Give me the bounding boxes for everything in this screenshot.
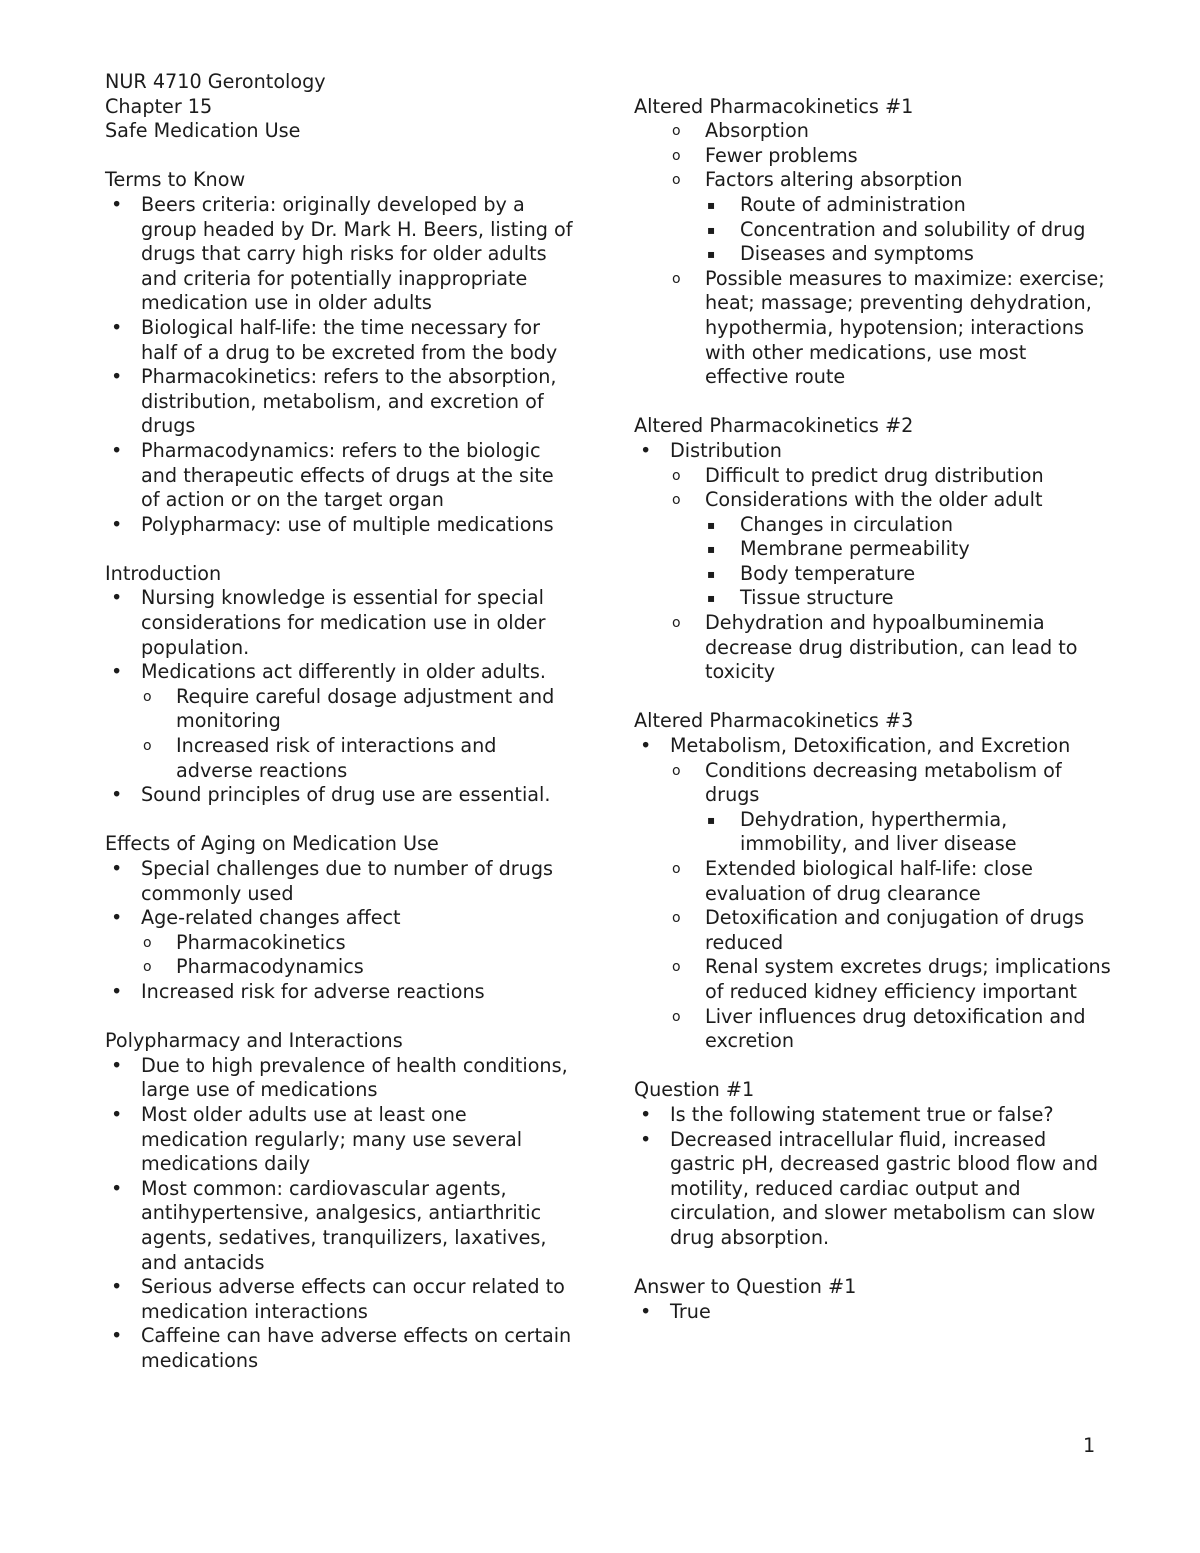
section-title: Altered Pharmacokinetics #2 (634, 414, 914, 438)
terms-list (105, 193, 575, 537)
sub-list-item: o Liver influences drug detoxification and excretion (672, 1004, 1086, 1053)
list-item: • Pharmacodynamics: refers to the biologic and therapeutic effects of drugs at the site of action or on the target organ (111, 438, 554, 512)
sub-list-item: o Increased risk of interactions and adverse reactions (143, 734, 497, 782)
list-item: • Most older adults use at least one medication regularly; many use several medications daily (111, 1102, 523, 1176)
sub-sub-list-item: ▪ Changes in circulation (707, 512, 954, 536)
sub-list-item: o Require careful dosage adjustment and monitoring (143, 684, 555, 733)
list-item: • Increased risk for adverse reactions (111, 979, 485, 1003)
bullet-icon: • (111, 1324, 123, 1348)
list-item: • Biological half-life: the time necessary for half of a drug to be excreted from the body (111, 315, 558, 364)
chapter-number: Chapter 15 (105, 94, 213, 118)
list-item: • Metabolism, Detoxification, and Excretion (640, 734, 1071, 758)
sub-list-item: o Fewer problems (672, 143, 858, 167)
sub-list-item: o Detoxification and conjugation of drugs reduced (672, 906, 1085, 954)
list-item: • Is the following statement true or false? (640, 1102, 1054, 1126)
list-item: • Beers criteria: originally developed by a group headed by Dr. Mark H. Beers, listing of drugs that carry high risks for older adults and criteria for potentially inappropriate medication use in older adults (111, 192, 573, 315)
circle-bullet-icon: o (672, 861, 681, 877)
list-item: • Medications act differently in older adults. (111, 660, 546, 684)
section-title: Terms to Know (105, 168, 246, 192)
list-item: • Distribution (640, 438, 782, 462)
circle-bullet-icon: o (143, 934, 152, 951)
section-title: Question #1 (634, 1078, 755, 1102)
circle-bullet-icon: o (143, 688, 152, 705)
sub-sub-list-item: ▪ Route of administration (707, 192, 966, 216)
pharmacokinetics-3-section (634, 709, 1114, 1053)
circle-bullet-icon: o (672, 172, 681, 189)
bullet-icon: • (640, 1127, 652, 1151)
chapter-title: Safe Medication Use (105, 119, 301, 143)
square-bullet-icon: ▪ (707, 542, 716, 557)
pharmacokinetics-2-section (634, 414, 1114, 685)
list-item: • Polypharmacy: use of multiple medications (111, 512, 554, 536)
square-bullet-icon: ▪ (707, 566, 716, 581)
course-title: NUR 4710 Gerontology (105, 70, 326, 93)
sub-list-item: o Possible measures to maximize: exercise; heat; massage; preventing dehydration, hypothermia, hypotension; interactions with other medications, use most effective route (672, 266, 1105, 389)
sub-list-item: o Considerations with the older adult (672, 488, 1043, 512)
sub-sub-list-item: ▪ Concentration and solubility of drug (707, 217, 1086, 241)
list-item: • Serious adverse effects can occur related to medication interactions (111, 1275, 565, 1323)
bullet-icon: • (640, 734, 652, 758)
section-title: Effects of Aging on Medication Use (105, 832, 439, 856)
bullet-icon: • (640, 438, 652, 462)
bullet-icon: • (111, 365, 123, 389)
bullet-icon: • (111, 979, 123, 1003)
sub-sub-list-item: ▪ Membrane permeability (707, 537, 970, 561)
circle-bullet-icon: o (672, 123, 681, 140)
list-item: • Sound principles of drug use are essential. (111, 783, 551, 807)
sub-list-item: o Pharmacokinetics (143, 930, 346, 954)
list-item: • Caffeine can have adverse effects on certain medications (111, 1324, 572, 1372)
bullet-icon: • (111, 857, 123, 880)
circle-bullet-icon: o (672, 762, 681, 779)
pharmacokinetics-1-section (634, 95, 1114, 390)
circle-bullet-icon: o (672, 959, 681, 976)
right-column (634, 70, 1114, 1324)
effects-section (105, 832, 575, 1004)
bullet-icon: • (111, 783, 123, 807)
list-item: • Pharmacokinetics: refers to the absorption, distribution, metabolism, and excretion of drugs (111, 365, 557, 438)
sub-list-item: o Dehydration and hypoalbuminemia decrease drug distribution, can lead to toxicity (672, 611, 1078, 684)
bullet-icon: • (111, 315, 123, 339)
square-bullet-icon: ▪ (707, 517, 716, 532)
sub-sub-list-item: ▪ Dehydration, hyperthermia, immobility, and liver disease (707, 807, 1017, 856)
sub-list-item: o Conditions decreasing metabolism of drugs (672, 758, 1062, 807)
list-item: • Decreased intracellular fluid, increased gastric pH, decreased gastric blood flow and motility, reduced cardiac output and circulation, and slower metabolism can slow drug absorption. (640, 1127, 1099, 1249)
bullet-icon: • (640, 1102, 652, 1126)
list-item: • Special challenges due to number of drugs commonly used (111, 857, 553, 905)
list-item: • Due to high prevalence of health conditions, large use of medications (111, 1053, 568, 1102)
circle-bullet-icon: o (672, 615, 681, 632)
circle-bullet-icon: o (672, 270, 681, 287)
circle-bullet-icon: o (672, 910, 681, 927)
sub-list-item: o Renal system excretes drugs; implications of reduced kidney efficiency important (672, 955, 1111, 1003)
terms-section (105, 168, 575, 537)
sub-list-item: o Extended biological half-life: close evaluation of drug clearance (672, 857, 1033, 905)
list-item: • Most common: cardiovascular agents, antihypertensive, analgesics, antiarthritic agents, sedatives, tranquilizers, laxatives, and antacids (111, 1176, 547, 1274)
bullet-icon: • (111, 192, 123, 216)
bullet-icon: • (111, 1275, 123, 1299)
sub-list-item: o Factors altering absorption (672, 168, 963, 192)
section-title: Altered Pharmacokinetics #3 (634, 709, 914, 733)
left-column (105, 70, 575, 1373)
square-bullet-icon: ▪ (707, 247, 716, 262)
bullet-icon: • (111, 906, 123, 930)
polypharmacy-section (105, 1029, 575, 1373)
answer-1-section (634, 1275, 1114, 1324)
section-title: Altered Pharmacokinetics #1 (634, 94, 914, 118)
sub-sub-list-item: ▪ Tissue structure (707, 586, 894, 610)
section-title: Introduction (105, 561, 222, 585)
question-1-section (634, 1078, 1114, 1250)
section-title: Answer to Question #1 (634, 1275, 857, 1299)
sub-sub-list-item: ▪ Body temperature (707, 561, 916, 585)
sub-list-item: o Difficult to predict drug distribution (672, 463, 1044, 487)
square-bullet-icon: ▪ (707, 197, 716, 212)
bullet-icon: • (111, 586, 123, 610)
sub-sub-list-item: ▪ Diseases and symptoms (707, 242, 974, 266)
introduction-section (105, 562, 575, 808)
bullet-icon: • (111, 660, 123, 684)
list-item: • Nursing knowledge is essential for special considerations for medication use in older population. (111, 586, 546, 659)
bullet-icon: • (111, 438, 123, 462)
list-item: • Age-related changes affect (111, 906, 401, 930)
bullet-icon: • (111, 512, 123, 536)
circle-bullet-icon: o (672, 1008, 681, 1025)
square-bullet-icon: ▪ (707, 591, 716, 606)
page-number: 1 (1083, 1434, 1096, 1457)
section-title: Polypharmacy and Interactions (105, 1029, 403, 1053)
square-bullet-icon: ▪ (707, 222, 716, 237)
sub-list-item: o Pharmacodynamics (143, 955, 364, 979)
bullet-icon: • (111, 1102, 123, 1126)
circle-bullet-icon: o (672, 147, 681, 164)
bullet-icon: • (111, 1176, 123, 1200)
bullet-icon: • (111, 1053, 123, 1077)
sub-list-item: o Absorption (672, 119, 809, 143)
circle-bullet-icon: o (143, 959, 152, 976)
circle-bullet-icon: o (672, 467, 681, 484)
square-bullet-icon: ▪ (707, 812, 716, 827)
list-item: • True (640, 1299, 711, 1323)
bullet-icon: • (640, 1299, 652, 1323)
circle-bullet-icon: o (672, 492, 681, 509)
circle-bullet-icon: o (143, 738, 152, 755)
